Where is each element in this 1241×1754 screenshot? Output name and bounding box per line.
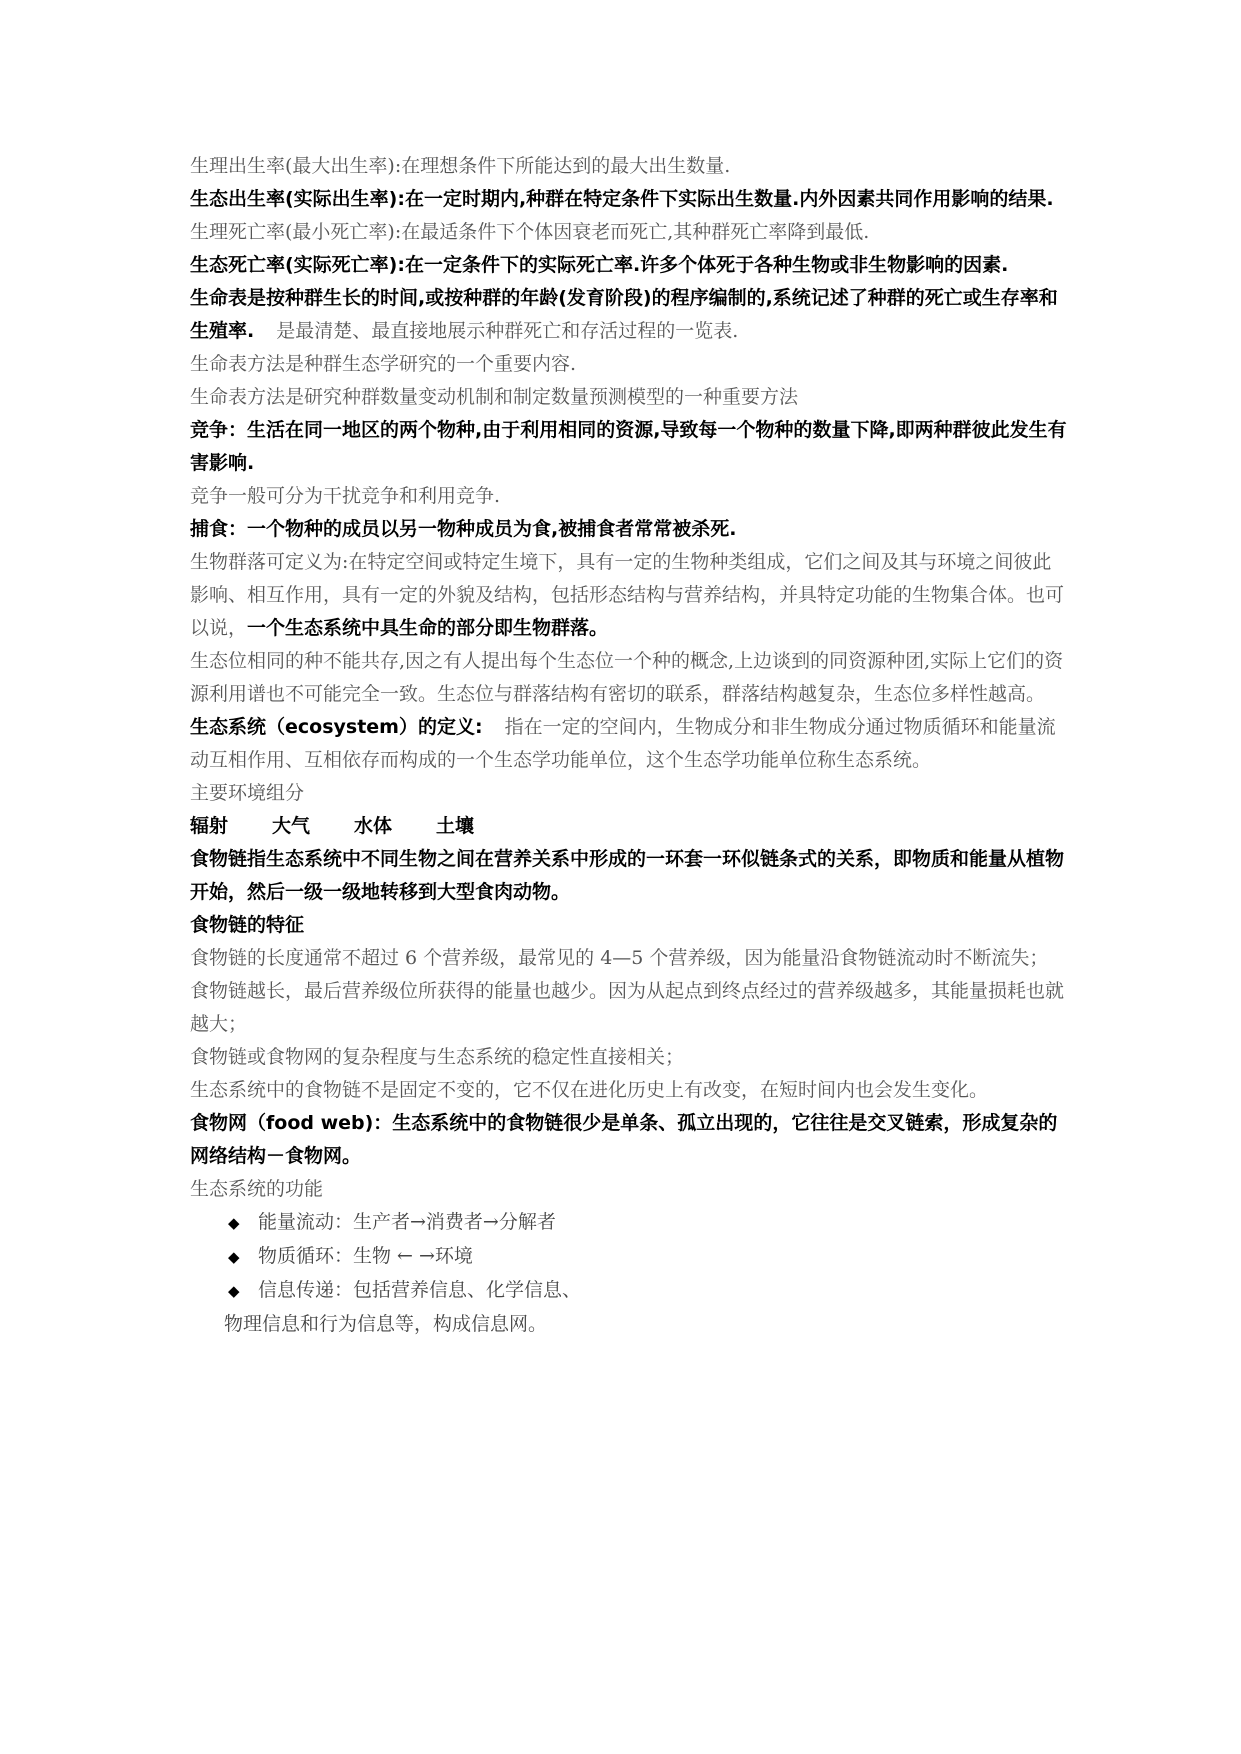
function-material-cycle: 物质循环：生物 ← →环境 [258,1245,473,1267]
para-life-table-method-1: 生命表方法是种群生态学研究的一个重要内容. [190,353,577,375]
para-competition: 竞争：生活在同一地区的两个物种,由于利用相同的资源,导致每一个物种的数量下降,即两种群彼此发生有害影响. [190,419,1067,474]
env-water: 水体 [354,815,393,837]
para-food-chain-features-heading: 食物链的特征 [190,914,305,936]
community-bold-text: 一个生态系统中具生命的部分即生物群落。 [247,617,609,639]
para-life-table-method-2: 生命表方法是研究种群数量变动机制和制定数量预测模型的一种重要方法 [190,386,799,408]
para-food-web-stability: 食物链或食物网的复杂程度与生态系统的稳定性直接相关； [190,1046,685,1068]
para-ecosystem-functions-heading: 生态系统的功能 [190,1178,324,1200]
life-table-normal-text: 是最清楚、最直接地展示种群死亡和存活过程的一览表. [276,320,739,342]
para-ecological-natality: 生态出生率(实际出生率):在一定时期内,种群在特定条件下实际出生数量.内外因素共同作用影响的结果. [190,188,1054,210]
ecosystem-bold-text: 生态系统（ecosystem）的定义: [190,716,483,738]
list-item [228,1206,1070,1240]
env-atmosphere: 大气 [272,815,311,837]
para-competition-types: 竞争一般可分为干扰竞争和利用竞争. [190,485,501,507]
para-ecosystem-definition [190,711,1070,777]
para-niche: 生态位相同的种不能共存,因之有人提出每个生态位一个种的概念,上边谈到的同资源种团,实际上它们的资源利用谱也不可能完全一致。生态位与群落结构有密切的联系，群落结构越复杂，生态位多样性越高。 [190,650,1064,705]
ecosystem-normal-text: 指在一定的空间内，生物成分和非生物成分通过物质循环和能量流动互相作用、互相依存而构成的一个生态学功能单位，这个生态学功能单位称生态系统。 [190,716,1056,771]
document-page [190,150,1070,1341]
diamond-bullet-icon: ◆ [228,1214,240,1232]
list-item [228,1274,1070,1308]
list-item [228,1240,1070,1274]
para-life-table-definition [190,282,1070,348]
function-information-continuation: 物理信息和行为信息等，构成信息网。 [224,1313,548,1335]
para-food-web-definition: 食物网（food web)：生态系统中的食物链很少是单条、孤立出现的，它往往是交叉链索，形成复杂的网络结构－食物网。 [190,1112,1058,1167]
diamond-bullet-icon: ◆ [228,1248,240,1266]
function-information-transfer: 信息传递：包括营养信息、化学信息、 [258,1279,582,1301]
function-energy-flow: 能量流动：生产者→消费者→分解者 [258,1211,556,1233]
ecosystem-functions-list [190,1206,1070,1308]
para-food-chain-change: 生态系统中的食物链不是固定不变的，它不仅在进化历史上有改变，在短时间内也会发生变化。 [190,1079,989,1101]
env-soil: 土壤 [436,815,475,837]
life-table-bold-text: 生命表是按种群生长的时间,或按种群的年龄(发育阶段)的程序编制的,系统记述了种群的死亡或生存率和生殖率. [190,287,1058,342]
para-food-chain-length: 食物链的长度通常不超过 6 个营养级，最常见的 4—5 个营养级，因为能量沿食物链流动时不断流失； [190,947,1049,969]
para-environment-components-heading: 主要环境组分 [190,782,305,804]
env-radiation: 辐射 [190,815,229,837]
para-community-definition [190,546,1070,645]
para-physiological-mortality: 生理死亡率(最小死亡率):在最适条件下个体因衰老而死亡,其种群死亡率降到最低. [190,221,870,243]
para-ecological-mortality: 生态死亡率(实际死亡率):在一定条件下的实际死亡率.许多个体死于各种生物或非生物影响的因素. [190,254,1009,276]
diamond-bullet-icon: ◆ [228,1282,240,1300]
para-food-chain-definition: 食物链指生态系统中不同生物之间在营养关系中形成的一环套一环似链条式的关系，即物质和能量从植物开始，然后一级一级地转移到大型食肉动物。 [190,848,1065,903]
community-normal-text: 生物群落可定义为:在特定空间或特定生境下，具有一定的生物种类组成，它们之间及其与环境之间彼此影响、相互作用，具有一定的外貌及结构，包括形态结构与营养结构，并具特定功能的生物集合体。也可以说， [190,551,1065,639]
para-predation: 捕食：一个物种的成员以另一物种成员为食,被捕食者常常被杀死. [190,518,737,540]
environment-components-row [190,810,1070,843]
para-food-chain-energy: 食物链越长，最后营养级位所获得的能量也越少。因为从起点到终点经过的营养级越多，其能量损耗也就越大； [190,980,1065,1035]
para-physiological-natality: 生理出生率(最大出生率):在理想条件下所能达到的最大出生数量. [190,155,731,177]
